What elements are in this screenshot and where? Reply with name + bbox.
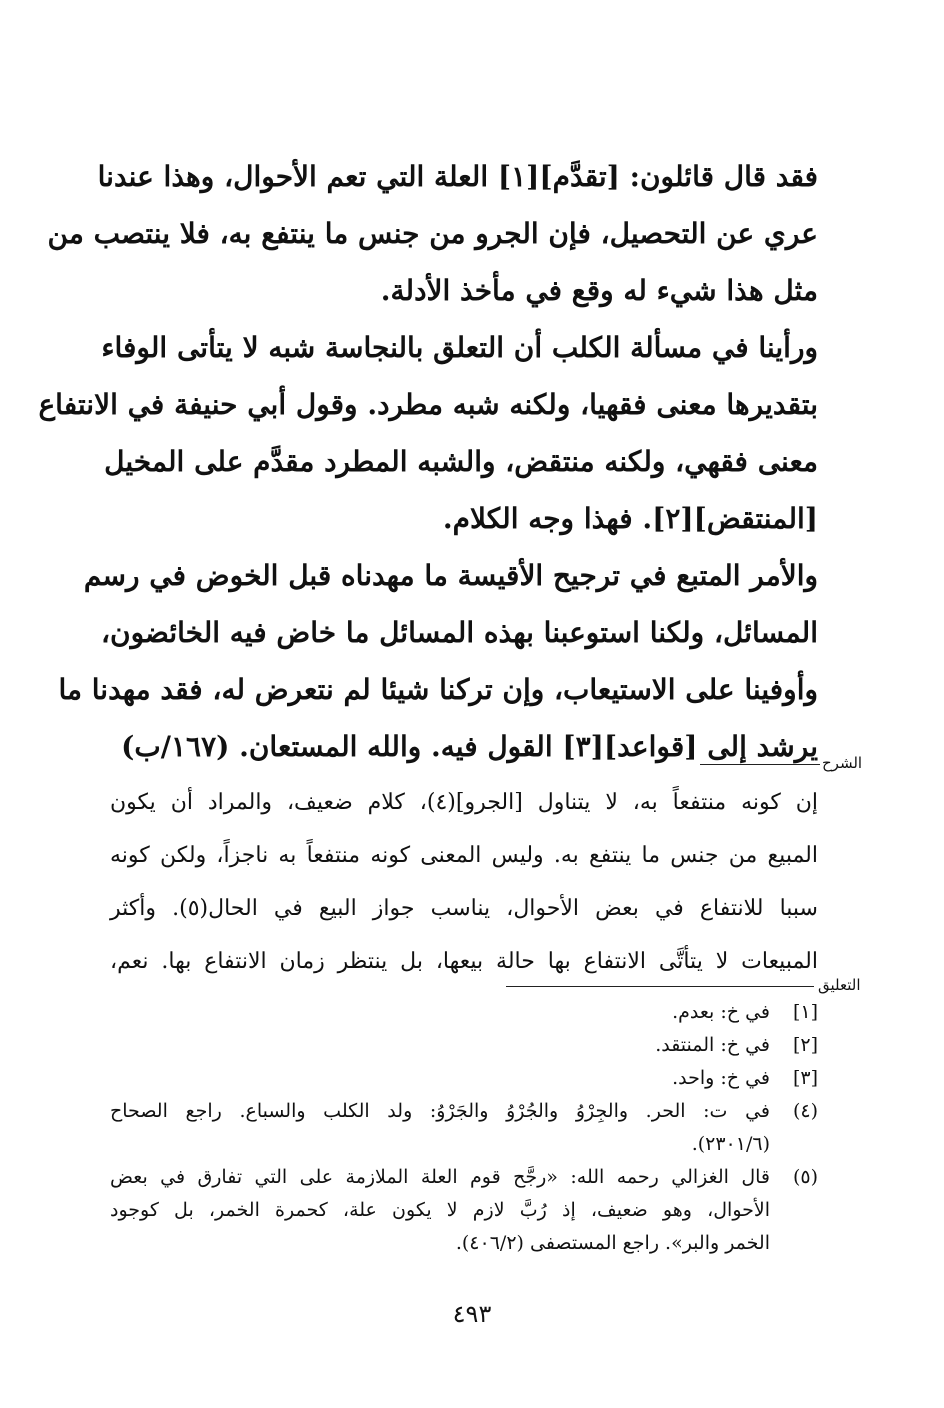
footnote-body: [110, 1161, 770, 1260]
main-line: والأمر المتبع في ترجيح الأقيسة ما مهدناه قبل الخوض في رسم: [83, 559, 818, 592]
footnote-line: قال الغزالي رحمه الله: «رجَّح قوم العلة الملازمة على التي تفارق في بعض: [110, 1166, 770, 1188]
footnote-marker: (٥): [792, 1166, 818, 1188]
footnote-marker: [١]: [792, 1001, 818, 1023]
commentary-line: المبيع من جنس ما ينتفع به. وليس المعنى كونه منتفعاً به ناجزاً، ولكن كونه: [110, 843, 818, 868]
notes-label: التعليق: [818, 976, 861, 994]
main-text: [38, 148, 818, 775]
footnote: [110, 1095, 818, 1161]
main-line: بتقديرها معنى فقهيا، ولكنه شبه مطرد. وقول أبي حنيفة في الانتفاع: [38, 388, 818, 421]
commentary-text: [110, 776, 818, 988]
main-line: معنى فقهي، ولكنه منتقض، والشبه المطرد مقدَّم على المخيل: [104, 445, 818, 478]
main-line: فقد قال قائلون: [تقدَّم][١] العلة التي تعم الأحوال، وهذا عندنا: [97, 160, 818, 193]
main-line: وأوفينا على الاستيعاب، وإن تركنا شيئا لم نتعرض له، فقد مهدنا ما: [58, 673, 818, 706]
footnote-line: في خ: بعدم.: [672, 1001, 770, 1023]
footnote-marker: [٣]: [792, 1067, 818, 1089]
main-line: [المنتقض][٢]. فهذا وجه الكلام.: [442, 502, 818, 535]
footnote-line: الأحوال، وهو ضعيف، إذ رُبَّ لازم لا يكون علة، كحمرة الخمر، بل كوجود: [110, 1199, 770, 1221]
commentary-divider: [700, 764, 820, 765]
footnote-line: (٢٣٠١/٦).: [691, 1133, 770, 1155]
main-line: المسائل، ولكنا استوعبنا بهذه المسائل ما خاض فيه الخائضون،: [100, 616, 818, 649]
main-line: ورأينا في مسألة الكلب أن التعلق بالنجاسة شبه لا يتأتى الوفاء: [101, 331, 818, 364]
footnote: [110, 1062, 818, 1095]
page-number: ٤٩٣: [452, 1300, 492, 1328]
commentary-line: المبيعات لا يتأتَّى الانتفاع بها حالة بيعها، بل ينتظر زمان الانتفاع بها. نعم،: [110, 949, 818, 974]
footnote-body: [110, 1029, 770, 1062]
footnote: [110, 996, 818, 1029]
footnote-line: الخمر والبر». راجع المستصفى (٤٠٦/٢).: [455, 1232, 770, 1254]
main-line: عري عن التحصيل، فإن الجرو من جنس ما ينتفع به، فلا ينتصب من: [47, 217, 818, 250]
footnote-line: في خ: المنتقد.: [655, 1034, 770, 1056]
footnote-body: [110, 996, 770, 1029]
footnote-body: [110, 1095, 770, 1161]
footnote-body: [110, 1062, 770, 1095]
footnote-marker: [٢]: [792, 1034, 818, 1056]
footnotes: [110, 996, 818, 1260]
commentary-line: إن كونه منتفعاً به، لا يتناول [الجرو](٤)، كلام ضعيف، والمراد أن يكون: [110, 790, 819, 815]
footnote-marker: (٤): [792, 1100, 818, 1122]
footnote: [110, 1161, 818, 1260]
notes-divider: [506, 986, 814, 987]
footnote: [110, 1029, 818, 1062]
main-line: يرشد إلى [قواعد][٣] القول فيه. والله المستعان. (١٦٧/ب): [121, 730, 818, 763]
main-line: مثل هذا شيء له وقع في مأخذ الأدلة.: [380, 274, 818, 307]
commentary-label: الشرح: [822, 754, 863, 772]
footnote-line: في خ: واحد.: [672, 1067, 770, 1089]
footnote-line: في ت: الحر. والجِرْوُ والجُرْوُ والجَرْوُ: ولد الكلب والسباع. راجع الصحاح: [110, 1100, 770, 1122]
commentary-line: سببا للانتفاع في بعض الأحوال، يناسب جواز البيع في الحال(٥). وأكثر: [110, 896, 818, 921]
